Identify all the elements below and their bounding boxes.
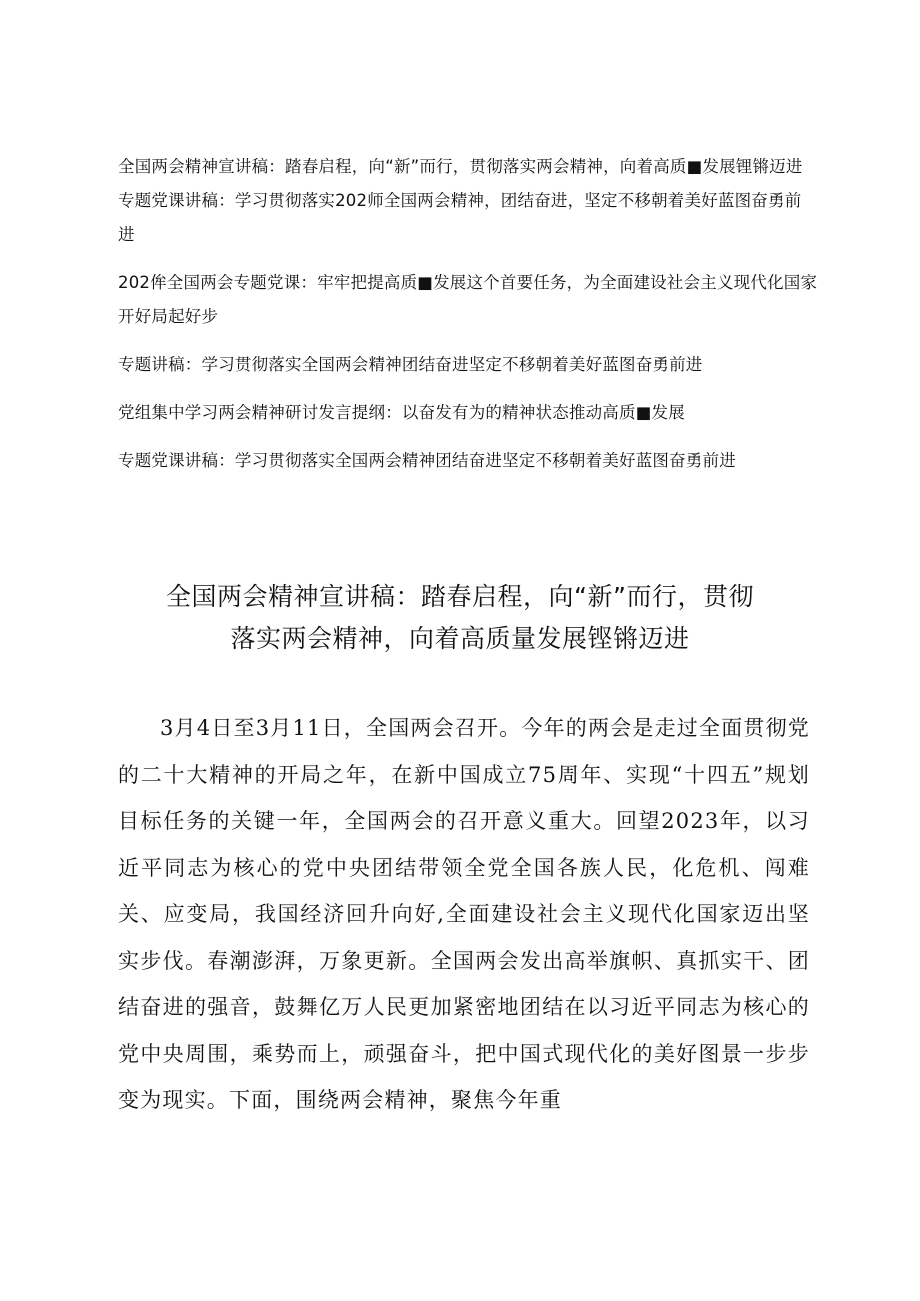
toc-entry[interactable]: 专题讲稿：学习贯彻落实全国两会精神团结奋进坚定不移朝着美好蓝图奋勇前进 xyxy=(118,355,703,374)
article-title xyxy=(100,576,820,660)
article-title-line: 落实两会精神，向着高质量发展铿锵迈进 xyxy=(230,624,690,653)
table-of-contents xyxy=(118,150,818,492)
toc-entry[interactable]: 202侔全国两会专题党课：牢牢把提高质■发展这个首要任务，为全面建设社会主义现代化国家开好局起好步 xyxy=(118,273,818,326)
toc-entry[interactable]: 党组集中学习两会精神研讨发言提纲：以奋发有为的精神状态推动高质■发展 xyxy=(118,403,685,422)
article-title-line: 全国两会精神宣讲稿：踏春启程，向“新”而行，贯彻 xyxy=(166,582,754,611)
toc-entry[interactable]: 全国两会精神宣讲稿：踏春启程，向“新”而行，贯彻落实两会精神，向着高质■发展锂锵迈进专题党课讲稿：学习贯彻落实202师全国两会精神，团结奋进，坚定不移朝着美好蓝图奋勇前进 xyxy=(118,157,803,244)
article-paragraph: 3月4日至3月11日，全国两会召开。今年的两会是走过全面贯彻党的二十大精神的开局之年，在新中国成立75周年、实现“十四五”规划目标任务的关键一年，全国两会的召开意义重大。回望2023年，以习近平同志为核心的党中央团结带领全党全国各族人民，化危机、闯难关、应变局，我国经济回升向好,全面建设社会主义现代化国家迈出坚实步伐。春潮澎湃，万象更新。全国两会发出高举旗帜、真抓实干、团结奋进的强音，鼓舞亿万人民更加紧密地团结在以习近平同志为核心的党中央周围，乘势而上，顽强奋斗，把中国式现代化的美好图景一步步变为现实。下面，围绕两会精神，聚焦今年重 xyxy=(118,716,811,1112)
toc-entry[interactable]: 专题党课讲稿：学习贯彻落实全国两会精神团结奋进坚定不移朝着美好蓝图奋勇前进 xyxy=(118,451,736,470)
